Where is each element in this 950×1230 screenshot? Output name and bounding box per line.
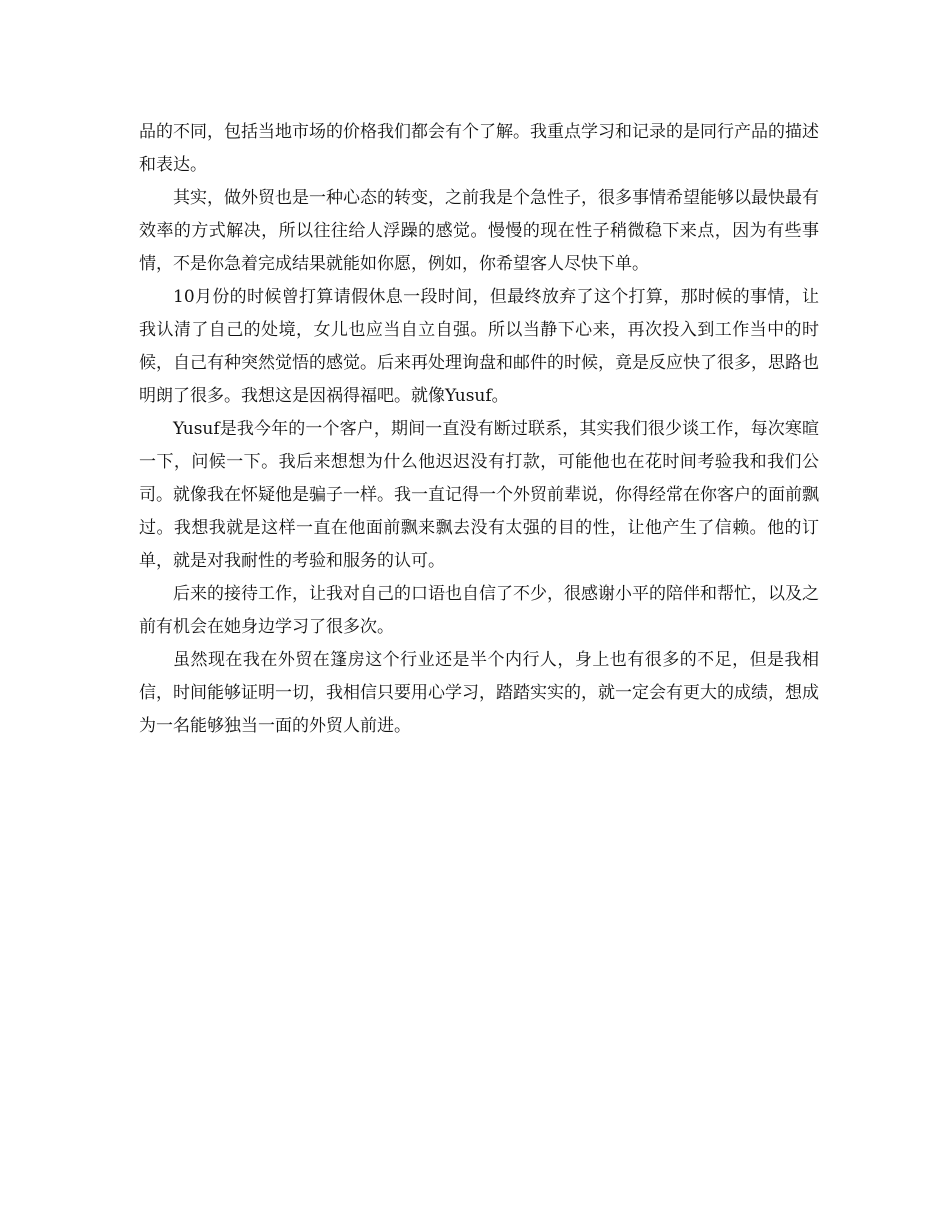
paragraph-4: Yusuf是我今年的一个客户，期间一直没有断过联系，其实我们很少谈工作，每次寒暄一下，问候一下。我后来想想为什么他迟迟没有打款，可能他也在花时间考验我和我们公司。就像我在怀疑他是骗子一样。我一直记得一个外贸前辈说，你得经常在你客户的面前飘过。我想我就是这样一直在他面前飘来飘去没有太强的目的性，让他产生了信赖。他的订单，就是对我耐性的考验和服务的认可。 (139, 419, 819, 571)
paragraph-5: 后来的接待工作，让我对自己的口语也自信了不少，很感谢小平的陪伴和帮忙，以及之前有机会在她身边学习了很多次。 (139, 584, 819, 637)
paragraph-6: 虽然现在我在外贸在篷房这个行业还是半个内行人，身上也有很多的不足，但是我相信，时间能够证明一切，我相信只要用心学习，踏踏实实的，就一定会有更大的成绩，想成为一名能够独当一面的外贸人前进。 (139, 650, 819, 736)
paragraph-3: 10月份的时候曾打算请假休息一段时间，但最终放弃了这个打算，那时候的事情，让我认清了自己的处境，女儿也应当自立自强。所以当静下心来，再次投入到工作当中的时候，自己有种突然觉悟的感觉。后来再处理询盘和邮件的时候，竟是反应快了很多，思路也明朗了很多。我想这是因祸得福吧。就像Yusuf。 (139, 287, 819, 406)
document-body (139, 116, 819, 743)
paragraph-2: 其实，做外贸也是一种心态的转变，之前我是个急性子，很多事情希望能够以最快最有效率的方式解决，所以往往给人浮躁的感觉。慢慢的现在性子稍微稳下来点，因为有些事情，不是你急着完成结果就能如你愿，例如，你希望客人尽快下单。 (139, 188, 819, 274)
paragraph-1: 品的不同，包括当地市场的价格我们都会有个了解。我重点学习和记录的是同行产品的描述和表达。 (139, 122, 819, 175)
